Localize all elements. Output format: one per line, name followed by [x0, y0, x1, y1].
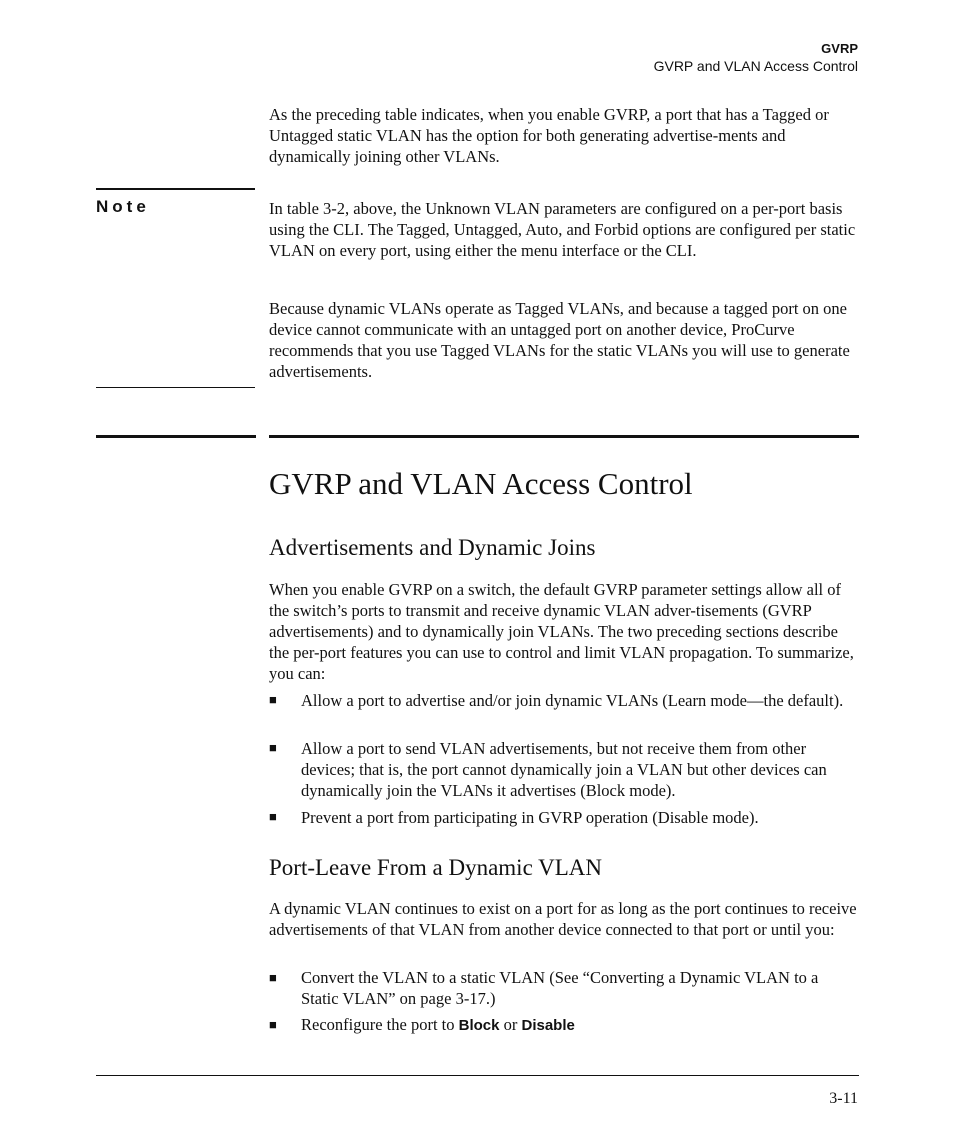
list-item: Prevent a port from participating in GVRP operation (Disable mode). — [301, 808, 759, 827]
footer-rule — [96, 1075, 859, 1076]
section-rule-left — [96, 435, 256, 438]
section-rule-right — [269, 435, 859, 438]
note-paragraph-1: In table 3-2, above, the Unknown VLAN parameters are configured on a per-port basis using the CLI. The Tagged, Untagged, Auto, and Forbid options are configured per static VLAN on every port, using either the menu interface or the CLI. — [269, 199, 856, 260]
running-header-section: GVRP and VLAN Access Control — [653, 58, 858, 74]
bullet-marker: ■ — [269, 970, 277, 985]
running-header-chapter: GVRP — [821, 41, 858, 56]
reconfigure-text-middle: or — [503, 1015, 518, 1034]
note-bottom-rule — [96, 387, 255, 388]
main-heading: GVRP and VLAN Access Control — [269, 466, 693, 501]
disable-keyword: Disable — [521, 1017, 575, 1034]
list-item: Convert the VLAN to a static VLAN (See “Converting a Dynamic VLAN to a Static VLAN” on page 3-17.) — [301, 968, 819, 1008]
intro-paragraph: As the preceding table indicates, when you enable GVRP, a port that has a Tagged or Untagged static VLAN has the option for both generating advertise-ments and dynamically joining other VLANs. — [269, 105, 829, 166]
reconfigure-text-prefix: Reconfigure the port to — [301, 1015, 455, 1034]
list-item-reconfigure — [301, 1014, 859, 1036]
note-label: Note — [96, 197, 150, 216]
list-item: Allow a port to send VLAN advertisements, but not receive them from other devices; that is, the port cannot dynamically join a VLAN but other devices can dynamically join the VLANs it advertises (Block mode). — [301, 739, 827, 800]
section-heading-port-leave: Port-Leave From a Dynamic VLAN — [269, 855, 602, 880]
section1-paragraph: When you enable GVRP on a switch, the default GVRP parameter settings allow all of the switch’s ports to transmit and receive dynamic VLAN adver-tisements (GVRP advertisements) and to dynamically join VLANs. The two preceding sections describe the per-port features you can use to control and limit VLAN propagation. To summarize, you can: — [269, 580, 854, 683]
section2-paragraph: A dynamic VLAN continues to exist on a port for as long as the port continues to receive advertisements of that VLAN from another device connected to that port or until you: — [269, 899, 857, 939]
bullet-marker: ■ — [269, 692, 277, 707]
bullet-marker: ■ — [269, 1017, 277, 1032]
note-top-rule — [96, 188, 255, 190]
list-item: Allow a port to advertise and/or join dynamic VLANs (Learn mode—the default). — [301, 691, 844, 710]
bullet-marker: ■ — [269, 740, 277, 755]
section-heading-advertisements: Advertisements and Dynamic Joins — [269, 535, 596, 560]
bullet-marker: ■ — [269, 809, 277, 824]
page-number: 3-11 — [829, 1090, 858, 1107]
note-paragraph-2: Because dynamic VLANs operate as Tagged VLANs, and because a tagged port on one device cannot communicate with an untagged port on another device, ProCurve recommends that you use Tagged VLANs for the static VLANs you will use to generate advertisements. — [269, 299, 850, 381]
block-keyword: Block — [458, 1017, 500, 1034]
